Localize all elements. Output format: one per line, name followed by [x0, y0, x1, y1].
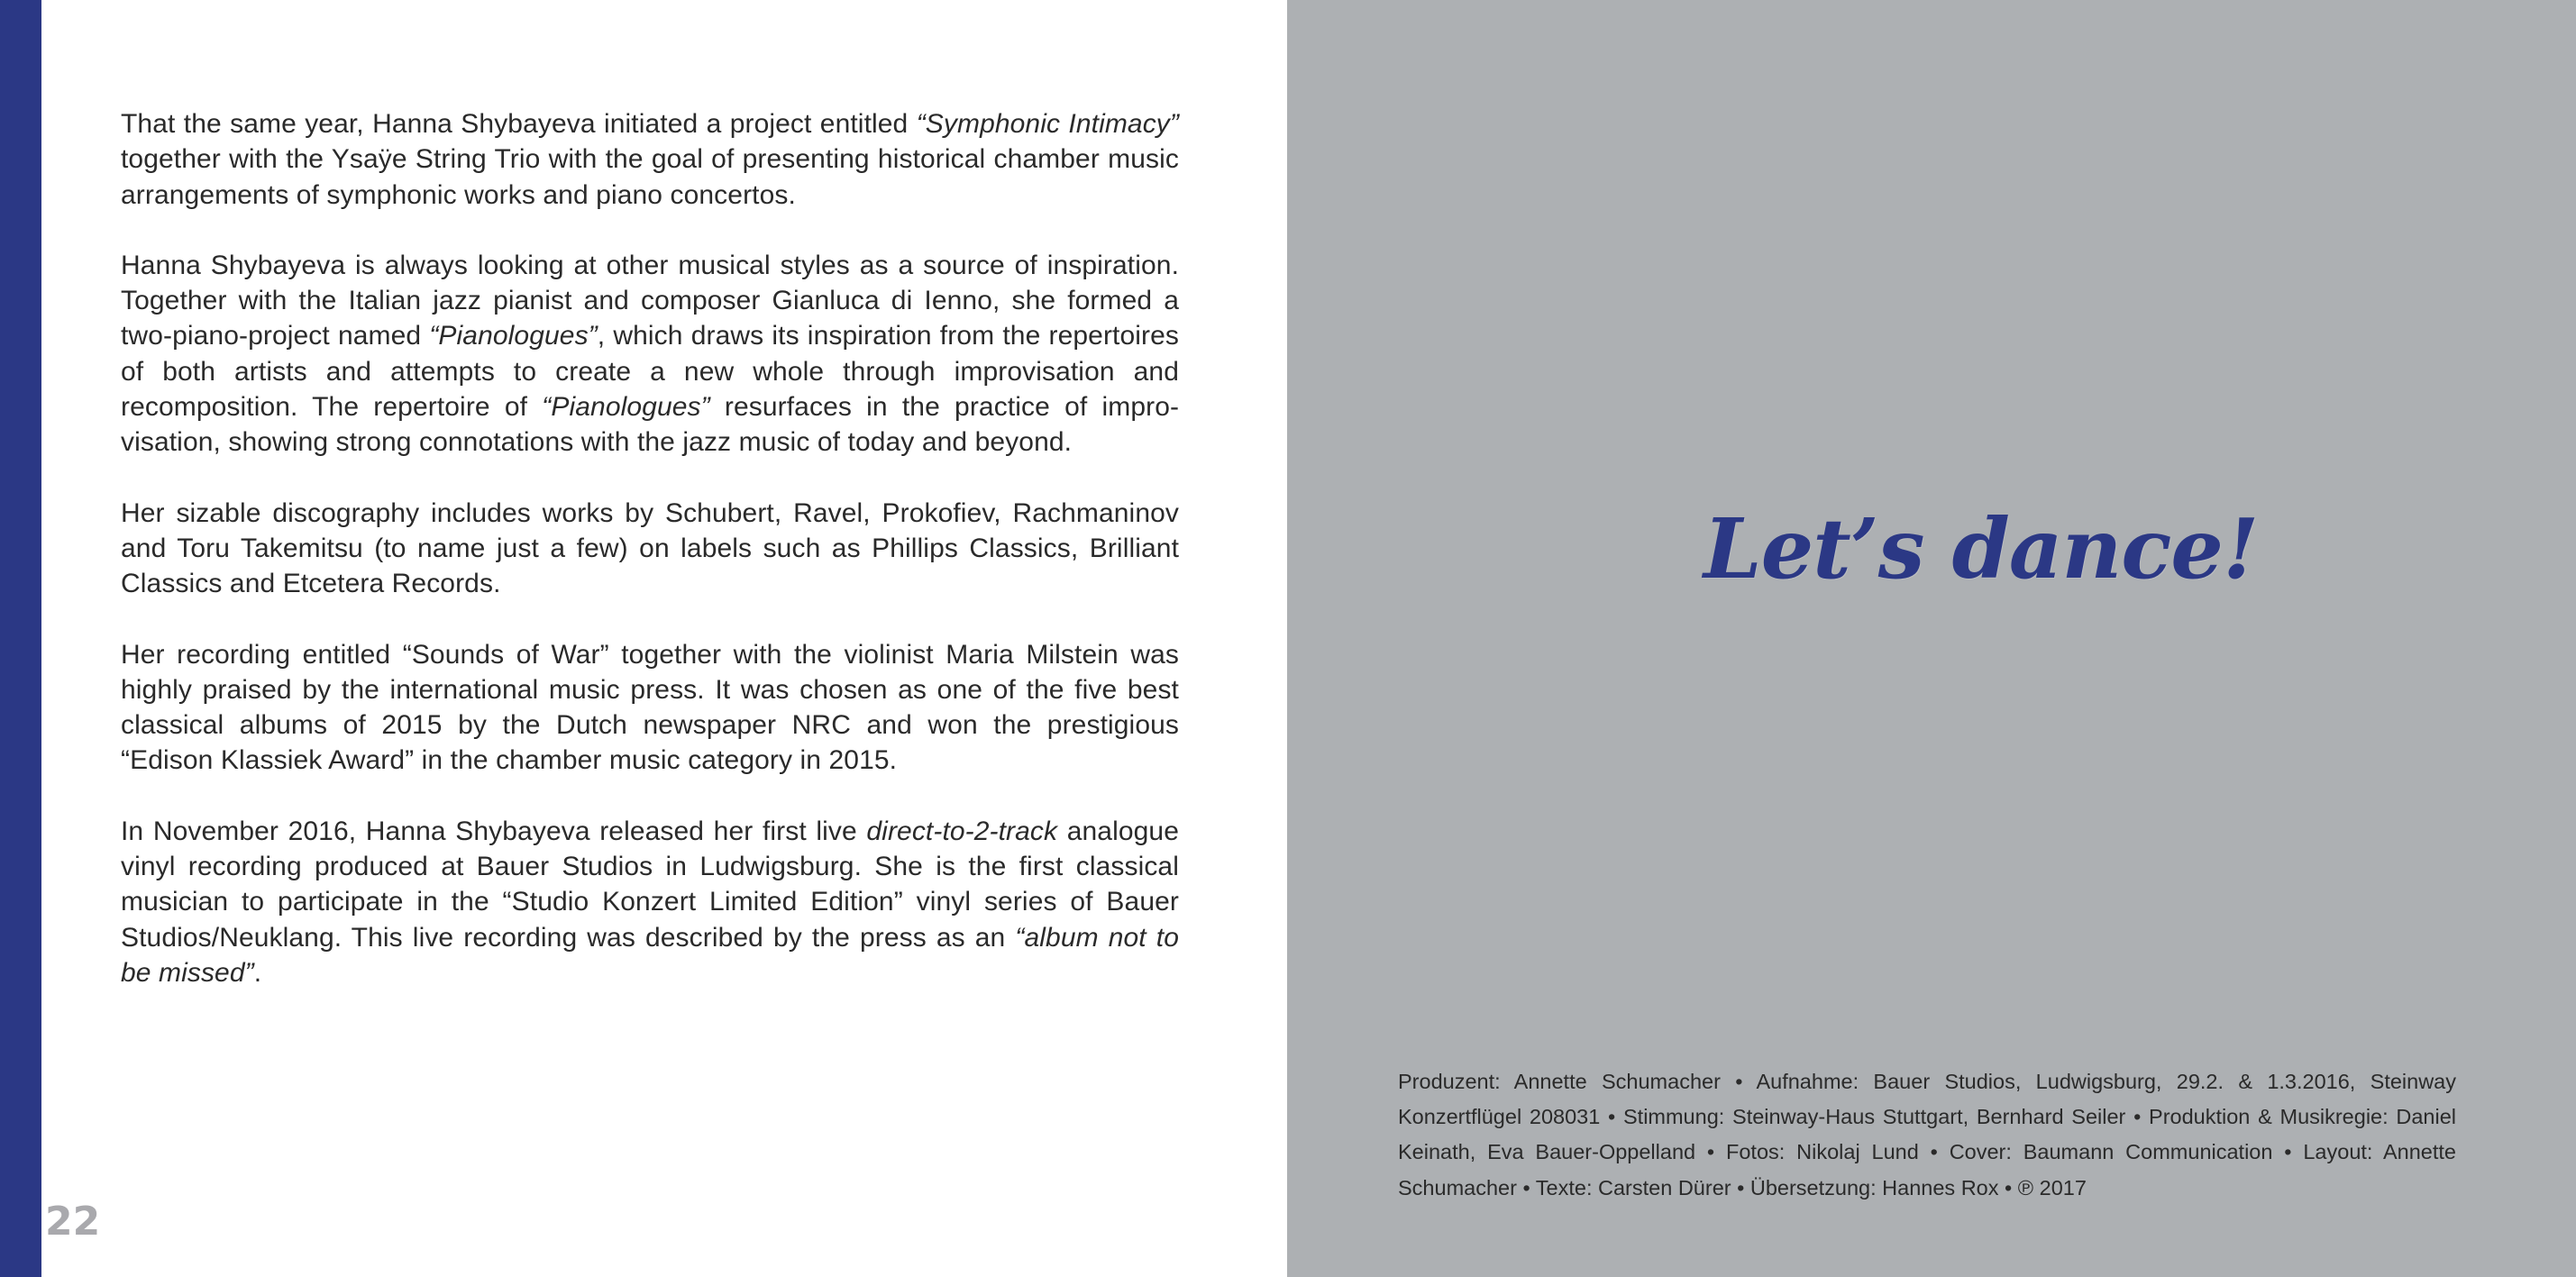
- text-run: That the same year, Hanna Shybayeva initiated a project entitled: [121, 109, 917, 139]
- paragraph-4: [121, 637, 1179, 779]
- page-number: 22: [45, 1199, 101, 1245]
- paragraph-2: [121, 248, 1179, 461]
- paragraph-5: [121, 814, 1179, 990]
- italic-run: direct-to-2-track: [866, 816, 1058, 846]
- credits-text: Produzent: Annette Schumacher • Aufnahme: Bauer Studios, Ludwigsburg, 29.2. & 1.3.2016, Steinway Konzertflügel 208031 • Stimmung: Steinway-Haus Stuttgart, Bernhard Seiler • Produktion & Musikregie: Daniel Keinath, Eva Bauer-Oppelland • Fotos: Nikolaj Lund • Cover: Baumann Communication • Layout: Annette Schumacher • Texte: Carsten Dürer • Übersetzung: Hannes Rox • ℗ 2017: [1398, 1070, 2456, 1199]
- italic-run: “Pianologues”: [542, 392, 710, 423]
- text-run: , which draws its inspiration from the repertoires of both artists and attempts to create a new whole through improvisation and recomposition. The repertoire of: [121, 321, 1179, 423]
- italic-run: “Pianologues”: [429, 321, 598, 351]
- paragraph-3: [121, 496, 1179, 602]
- text-run: Her recording entitled “Sounds of War” together with the violinist Maria Milstein was highly praised by the international music press. It was chosen as one of the five best classical albums of 2015 by the Dutch newspaper NRC and won the prestigious “Edison Klassiek Award” in the chamber music category in 2015.: [121, 639, 1179, 776]
- spine-bar: [0, 0, 41, 1277]
- italic-run: “album not to be missed”: [121, 922, 1179, 988]
- biography-text: [121, 106, 1179, 1026]
- text-run: together with the Ysaÿe String Trio with the goal of presenting historical chamber music arrangements of symphonic works and piano concertos.: [121, 144, 1179, 210]
- text-run: analogue vinyl recording produced at Bauer Studios in Ludwigsburg. She is the first classical musician to participate in the “Studio Konzert Limited Edition” vinyl series of Bauer Studios/Neuklang. This live recording was described by the press as an: [121, 816, 1179, 953]
- album-title: Let’s dance!: [1704, 500, 2259, 597]
- italic-run: “Symphonic Intimacy”: [916, 109, 1179, 139]
- text-run: Her sizable discography includes works by Schubert, Ravel, Prokofiev, Rachmaninov and Toru Takemitsu (to name just a few) on labels such as Phillips Classics, Brilliant Classics and Etcetera Records.: [121, 497, 1179, 599]
- text-run: .: [253, 957, 262, 988]
- text-run: In November 2016, Hanna Shybayeva released her first live: [121, 816, 867, 846]
- text-run: resurfaces in the practice of improvisation, showing strong connotations with the jazz music of today and beyond.: [121, 392, 1180, 458]
- paragraph-1: [121, 106, 1179, 213]
- text-run: Hanna Shybayeva is always looking at other musical styles as a source of inspiration. Together with the Italian jazz pianist and composer Gianluca di Ienno, she formed a two-piano-project named: [121, 250, 1179, 351]
